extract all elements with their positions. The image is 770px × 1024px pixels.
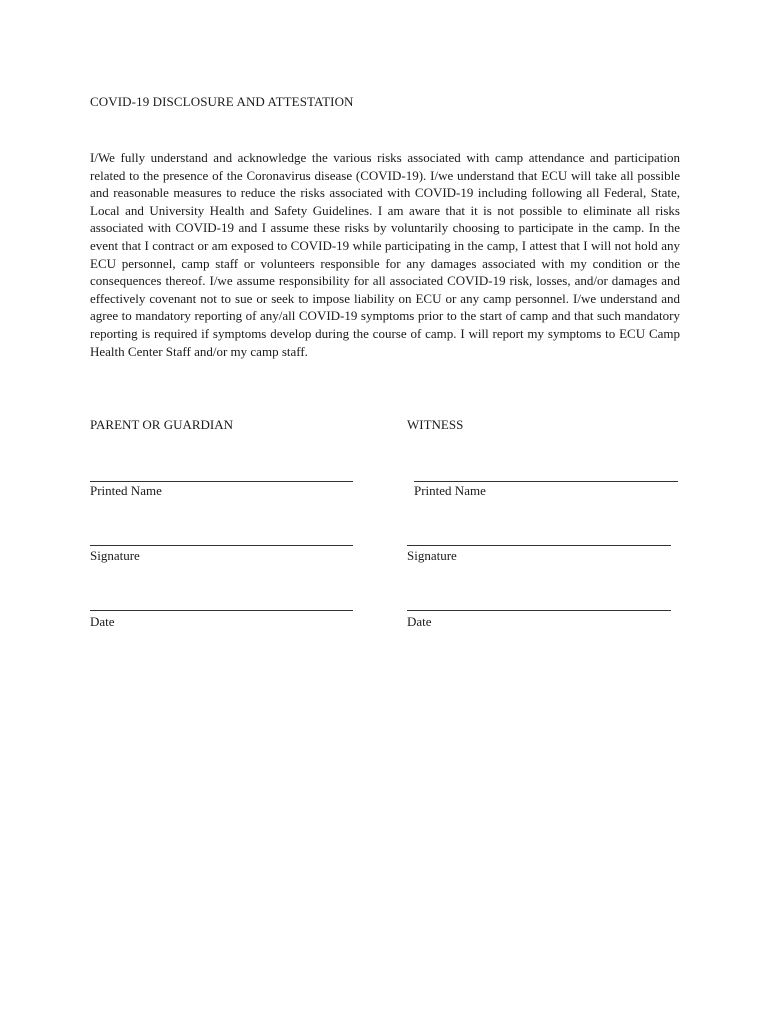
- parent-printed-name-label: Printed Name: [90, 483, 162, 498]
- witness-signature-label: Signature: [407, 548, 457, 563]
- witness-printed-name-line[interactable]: [414, 481, 678, 482]
- parent-date-label: Date: [90, 614, 115, 629]
- parent-signature-label: Signature: [90, 548, 140, 563]
- attestation-body: I/We fully understand and acknowledge the various risks associated with camp attendance and participation related to the presence of the Coronavirus disease (COVID-19). I/we understand that ECU will take all possible and reasonable measures to reduce the risks associated with COVID-19 including following all Federal, State, Local and University Health and Safety Guidelines. I am aware that it is not possible to eliminate all risks associated with COVID-19 and I assume these risks by voluntarily choosing to participate in the camp. In the event that I contract or am exposed to COVID-19 while participating in the camp, I attest that I will not hold any ECU personnel, camp staff or volunteers responsible for any damages associated with my condition or the consequences thereof. I/we assume responsibility for all associated COVID-19 risk, losses, and/or damages and effectively covenant not to sue or seek to impose liability on ECU or any camp personnel. I/we understand and agree to mandatory reporting of any/all COVID-19 symptoms prior to the start of camp and that such mandatory reporting is required if symptoms develop during the course of camp. I will report my symptoms to ECU Camp Health Center Staff and/or my camp staff.: [90, 150, 680, 359]
- parent-date-line[interactable]: [90, 610, 353, 611]
- witness-heading: WITNESS: [407, 417, 464, 432]
- witness-printed-name-label: Printed Name: [414, 483, 486, 498]
- parent-guardian-heading: PARENT OR GUARDIAN: [90, 417, 234, 432]
- parent-signature-line[interactable]: [90, 545, 353, 546]
- parent-printed-name-line[interactable]: [90, 481, 353, 482]
- witness-date-label: Date: [407, 614, 432, 629]
- witness-date-line[interactable]: [407, 610, 671, 611]
- witness-signature-line[interactable]: [407, 545, 671, 546]
- document-title: COVID-19 DISCLOSURE AND ATTESTATION: [90, 94, 354, 109]
